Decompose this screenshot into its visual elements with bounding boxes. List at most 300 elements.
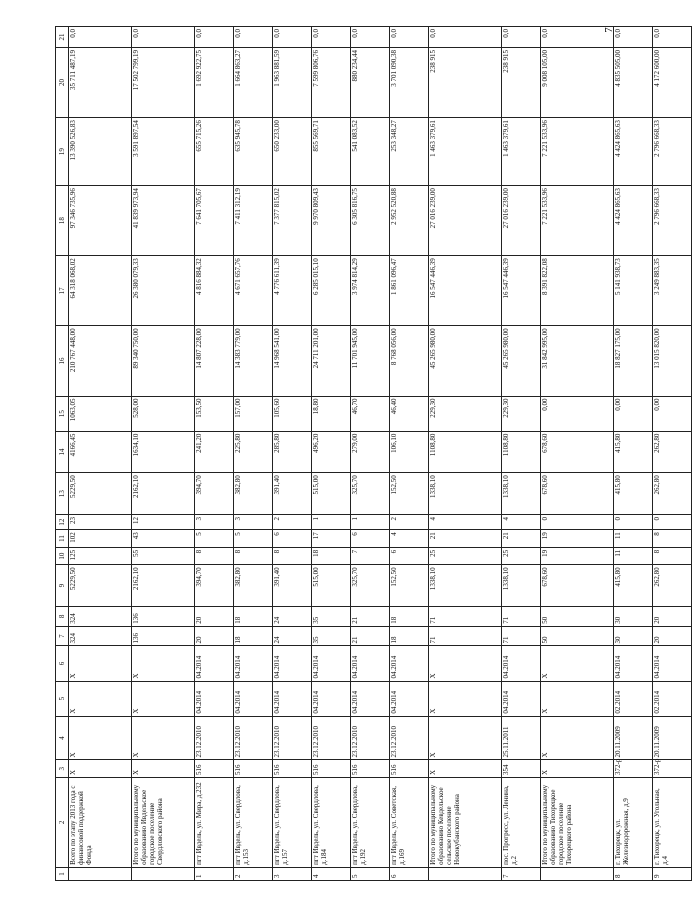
table-cell: 515,00 bbox=[312, 473, 351, 515]
table-cell: 0,0 bbox=[234, 27, 273, 48]
table-cell: X bbox=[429, 760, 502, 778]
table-cell: 35 bbox=[312, 626, 351, 646]
table-cell: X bbox=[69, 646, 132, 681]
table-cell: 678,60 bbox=[541, 473, 614, 515]
table-cell: 152,50 bbox=[390, 473, 429, 515]
column-number: 7 bbox=[56, 626, 69, 646]
table-cell: 18 bbox=[390, 626, 429, 646]
table-cell: 71 bbox=[502, 626, 541, 646]
table-cell: 21 bbox=[351, 607, 390, 627]
table-cell: 855 569,71 bbox=[312, 118, 351, 186]
table-cell: 279,00 bbox=[351, 431, 390, 473]
column-number: 16 bbox=[56, 326, 69, 396]
column-number: 15 bbox=[56, 396, 69, 431]
table-cell: X bbox=[429, 646, 502, 681]
table-cell: 229,30 bbox=[502, 396, 541, 431]
table-cell: 6 305 816,75 bbox=[351, 186, 390, 256]
table-cell: X bbox=[541, 681, 614, 716]
table-cell: X bbox=[69, 760, 132, 778]
table-cell: 20.11.2009 bbox=[653, 716, 692, 760]
table-cell: 229,30 bbox=[429, 396, 502, 431]
table-cell: 4 424 865,63 bbox=[614, 118, 653, 186]
object-row bbox=[502, 27, 541, 881]
subtotal-row bbox=[429, 27, 502, 881]
table-cell: 8 bbox=[653, 530, 692, 548]
table-cell: 3 701 090,38 bbox=[390, 47, 429, 117]
table-cell: 1108,80 bbox=[429, 431, 502, 473]
column-number: 21 bbox=[56, 27, 69, 48]
table-cell: 9 008 105,00 bbox=[541, 47, 614, 117]
table-cell: 13 390 526,83 bbox=[69, 118, 132, 186]
table-cell: 11 bbox=[614, 547, 653, 565]
table-cell bbox=[429, 867, 502, 880]
table-cell: 516 bbox=[234, 760, 273, 778]
table-cell: 516 bbox=[351, 760, 390, 778]
table-cell: 1 861 096,47 bbox=[390, 256, 429, 326]
table-cell: 46,70 bbox=[351, 396, 390, 431]
table-cell: 516 bbox=[390, 760, 429, 778]
table-cell: 528,00 bbox=[132, 396, 195, 431]
table-cell: 04.2014 bbox=[653, 646, 692, 681]
table-cell: X bbox=[429, 681, 502, 716]
table-cell: 324 bbox=[69, 626, 132, 646]
table-cell: 21 bbox=[351, 626, 390, 646]
table-cell: 04.2014 bbox=[502, 681, 541, 716]
table-cell: 4 bbox=[390, 530, 429, 548]
table-cell: 4 816 884,32 bbox=[195, 256, 234, 326]
table-cell: 516 bbox=[195, 760, 234, 778]
table-cell: 25.11.2011 bbox=[502, 716, 541, 760]
table-cell: 153,50 bbox=[195, 396, 234, 431]
table-cell: 8 bbox=[195, 547, 234, 565]
table-cell: 7 641 705,67 bbox=[195, 186, 234, 256]
address-cell: пос. Прогресс, ул. Ленина, д.2 bbox=[502, 777, 541, 867]
table-cell: 5 bbox=[195, 530, 234, 548]
object-row bbox=[273, 27, 312, 881]
table-cell: 9 bbox=[653, 867, 692, 880]
table-cell: 1 463 379,61 bbox=[502, 118, 541, 186]
column-number: 10 bbox=[56, 547, 69, 565]
table-cell: 262,80 bbox=[653, 473, 692, 515]
table-cell: 21 bbox=[429, 530, 502, 548]
table-cell: 18 bbox=[234, 626, 273, 646]
table-cell: 20 bbox=[653, 607, 692, 627]
table-cell: 1 bbox=[195, 867, 234, 880]
table-cell: 5 bbox=[351, 867, 390, 880]
table-cell: 0 bbox=[653, 514, 692, 529]
subtotal-row bbox=[541, 27, 614, 881]
table-cell: 1063,05 bbox=[69, 396, 132, 431]
table-cell: 880 234,44 bbox=[351, 47, 390, 117]
table-cell: 1338,10 bbox=[429, 565, 502, 607]
table-cell: 1 bbox=[312, 514, 351, 529]
page-number: 7 bbox=[602, 27, 615, 33]
object-row bbox=[351, 27, 390, 881]
address-cell: г. Тихорецк, ул. Угольная, д.4 bbox=[653, 777, 692, 867]
table-cell: 18 bbox=[390, 607, 429, 627]
object-row bbox=[312, 27, 351, 881]
table-cell: 14 383 779,00 bbox=[234, 326, 273, 396]
table-cell: 3 249 883,35 bbox=[653, 256, 692, 326]
column-number: 5 bbox=[56, 681, 69, 716]
table-cell: 2 bbox=[273, 514, 312, 529]
table-cell: 45 265 980,00 bbox=[502, 326, 541, 396]
table-cell: 394,70 bbox=[195, 565, 234, 607]
table-cell: 04.2014 bbox=[273, 646, 312, 681]
table-cell: 20 bbox=[195, 626, 234, 646]
table-cell: 8 bbox=[273, 547, 312, 565]
table-cell bbox=[132, 867, 195, 880]
table-cell: 136 bbox=[132, 626, 195, 646]
table-cell: 23.12.2010 bbox=[351, 716, 390, 760]
table-cell: X bbox=[132, 681, 195, 716]
table-cell: 415,80 bbox=[614, 565, 653, 607]
table-cell: 1108,80 bbox=[502, 431, 541, 473]
table-cell: 04.2014 bbox=[614, 646, 653, 681]
table-cell: 7 221 533,96 bbox=[541, 186, 614, 256]
table-cell: 372-р bbox=[614, 760, 653, 778]
table-cell: 4 671 657,76 bbox=[234, 256, 273, 326]
column-number: 14 bbox=[56, 431, 69, 473]
table-cell: 04.2014 bbox=[195, 646, 234, 681]
table-cell: 04.2014 bbox=[273, 681, 312, 716]
table-cell: 2 796 668,33 bbox=[653, 186, 692, 256]
table-cell: 11 701 945,00 bbox=[351, 326, 390, 396]
table-cell: 262,80 bbox=[653, 565, 692, 607]
table-cell: 515,00 bbox=[312, 565, 351, 607]
table-cell: 18 bbox=[312, 547, 351, 565]
table-cell: 1 463 379,61 bbox=[429, 118, 502, 186]
table-cell: 04.2014 bbox=[502, 646, 541, 681]
table-cell: 241,20 bbox=[195, 431, 234, 473]
table-cell: 50 bbox=[541, 626, 614, 646]
table-cell: 1338,10 bbox=[429, 473, 502, 515]
table-cell: 6 bbox=[273, 530, 312, 548]
table-cell: 71 bbox=[502, 607, 541, 627]
table-cell: 02.2014 bbox=[614, 681, 653, 716]
column-number: 4 bbox=[56, 716, 69, 760]
table-cell: 4 172 600,00 bbox=[653, 47, 692, 117]
rotated-table-wrapper bbox=[55, 26, 669, 881]
table-cell: 8 391 822,08 bbox=[541, 256, 614, 326]
table-cell: 41 839 973,94 bbox=[132, 186, 195, 256]
table-cell: 20.11.2009 bbox=[614, 716, 653, 760]
table-cell: 27 016 239,00 bbox=[429, 186, 502, 256]
table-cell: 23.12.2010 bbox=[195, 716, 234, 760]
object-row bbox=[390, 27, 429, 881]
table-cell: 16 547 446,39 bbox=[429, 256, 502, 326]
table-cell: 0,0 bbox=[502, 27, 541, 48]
object-row bbox=[234, 27, 273, 881]
table-cell: 7 599 806,76 bbox=[312, 47, 351, 117]
table-cell: 157,00 bbox=[234, 396, 273, 431]
table-cell: 0,0 bbox=[273, 27, 312, 48]
table-cell: 19 bbox=[541, 547, 614, 565]
column-number: 9 bbox=[56, 565, 69, 607]
table-cell: 4166,45 bbox=[69, 431, 132, 473]
address-cell: пгт Ивдель, ул. Мира, д.232 bbox=[195, 777, 234, 867]
table-cell: 23.12.2010 bbox=[390, 716, 429, 760]
table-cell: 3 974 814,29 bbox=[351, 256, 390, 326]
table-cell: 23.12.2010 bbox=[312, 716, 351, 760]
table-cell: 3 bbox=[273, 867, 312, 880]
column-number: 1 bbox=[56, 867, 69, 880]
table-cell: 19 bbox=[541, 530, 614, 548]
table-cell: 0,0 bbox=[541, 27, 614, 48]
table-cell: 4 424 865,63 bbox=[614, 186, 653, 256]
address-cell: пгт Ивдель, ул. Свердлова, д.153 bbox=[234, 777, 273, 867]
table-cell: 4 776 611,39 bbox=[273, 256, 312, 326]
table-cell: 4 bbox=[502, 514, 541, 529]
table-cell: 5229,50 bbox=[69, 565, 132, 607]
table-cell: X bbox=[69, 716, 132, 760]
table-cell: 11 bbox=[614, 530, 653, 548]
table-cell: 43 bbox=[132, 530, 195, 548]
table-cell: 14 807 228,00 bbox=[195, 326, 234, 396]
table-cell: X bbox=[132, 646, 195, 681]
table-cell: X bbox=[429, 716, 502, 760]
document-sheet bbox=[55, 26, 669, 881]
address-cell: пгт Ивдель, ул. Советская, д.169 bbox=[390, 777, 429, 867]
table-cell: 25 bbox=[502, 547, 541, 565]
table-cell: 6 285 015,10 bbox=[312, 256, 351, 326]
table-cell: 125 bbox=[69, 547, 132, 565]
table-cell: 102 bbox=[69, 530, 132, 548]
column-number: 13 bbox=[56, 473, 69, 515]
table-cell: 14 968 541,00 bbox=[273, 326, 312, 396]
table-cell: 1634,10 bbox=[132, 431, 195, 473]
table-cell: 6 bbox=[390, 867, 429, 880]
table-cell: 18 bbox=[234, 607, 273, 627]
table-cell: 0,0 bbox=[132, 27, 195, 48]
table-cell: 650 233,00 bbox=[273, 118, 312, 186]
table-cell: 2 bbox=[234, 867, 273, 880]
table-cell: 0,0 bbox=[653, 27, 692, 48]
table-cell: 2 952 520,88 bbox=[390, 186, 429, 256]
table-cell: 0,0 bbox=[351, 27, 390, 48]
table-cell: 64 318 068,02 bbox=[69, 256, 132, 326]
table-cell: 136 bbox=[132, 607, 195, 627]
table-cell: 35 711 487,19 bbox=[69, 47, 132, 117]
table-cell: 2162,10 bbox=[132, 473, 195, 515]
table-cell: 18 827 175,00 bbox=[614, 326, 653, 396]
table-cell: 0,0 bbox=[390, 27, 429, 48]
table-cell: 18,80 bbox=[312, 396, 351, 431]
table-cell: X bbox=[541, 760, 614, 778]
table-cell: 12 bbox=[132, 514, 195, 529]
table-cell: 20 bbox=[195, 607, 234, 627]
table-cell: 210 767 448,00 bbox=[69, 326, 132, 396]
table-cell: 97 346 735,96 bbox=[69, 186, 132, 256]
table-cell: 04.2014 bbox=[351, 681, 390, 716]
table-cell: 21 bbox=[502, 530, 541, 548]
table-cell: X bbox=[132, 716, 195, 760]
table-cell: 04.2014 bbox=[195, 681, 234, 716]
table-cell: 24 bbox=[273, 607, 312, 627]
table-cell: 354 bbox=[502, 760, 541, 778]
table-cell: 4 bbox=[312, 867, 351, 880]
address-cell: Всего по этапу 2013 года с финансовой поддержкой Фонда bbox=[69, 777, 132, 867]
table-cell: 2 796 668,33 bbox=[653, 118, 692, 186]
column-number: 18 bbox=[56, 186, 69, 256]
table-cell: 635 945,78 bbox=[234, 118, 273, 186]
table-cell: 6 bbox=[390, 547, 429, 565]
table-cell: 3 bbox=[195, 514, 234, 529]
table-cell: 324 bbox=[69, 607, 132, 627]
table-cell: 0,0 bbox=[614, 27, 653, 48]
table-cell bbox=[69, 867, 132, 880]
table-cell: X bbox=[541, 716, 614, 760]
table-cell: 516 bbox=[273, 760, 312, 778]
table-cell: 04.2014 bbox=[234, 646, 273, 681]
table-cell: 7 377 815,02 bbox=[273, 186, 312, 256]
object-row bbox=[614, 27, 653, 881]
table-cell: 7 221 533,96 bbox=[541, 118, 614, 186]
table-cell: 04.2014 bbox=[390, 646, 429, 681]
subtotal-row bbox=[132, 27, 195, 881]
table-cell: X bbox=[69, 681, 132, 716]
table-cell: 17 bbox=[312, 530, 351, 548]
table-cell: 238 915 bbox=[429, 47, 502, 117]
table-cell: 262,80 bbox=[653, 431, 692, 473]
table-cell: 04.2014 bbox=[312, 646, 351, 681]
table-cell: 0,0 bbox=[69, 27, 132, 48]
table-cell: 13 015 820,00 bbox=[653, 326, 692, 396]
table-cell: 71 bbox=[429, 626, 502, 646]
column-number: 2 bbox=[56, 777, 69, 867]
table-cell: 382,80 bbox=[234, 565, 273, 607]
object-row bbox=[653, 27, 692, 881]
table-cell: 04.2014 bbox=[390, 681, 429, 716]
table-cell: 04.2014 bbox=[234, 681, 273, 716]
table-cell: 02.2014 bbox=[653, 681, 692, 716]
table-cell: 8 bbox=[234, 547, 273, 565]
table-cell: 3 591 897,54 bbox=[132, 118, 195, 186]
table-cell: 2 bbox=[390, 514, 429, 529]
table-cell: 0 bbox=[614, 514, 653, 529]
table-cell: 394,70 bbox=[195, 473, 234, 515]
table-cell: 2162,10 bbox=[132, 565, 195, 607]
table-cell: 5229,50 bbox=[69, 473, 132, 515]
table-cell: 516 bbox=[312, 760, 351, 778]
table-cell: 0,0 bbox=[195, 27, 234, 48]
table-cell: 8 768 056,00 bbox=[390, 326, 429, 396]
table-cell: 9 970 809,43 bbox=[312, 186, 351, 256]
table-cell: X bbox=[541, 646, 614, 681]
column-number: 20 bbox=[56, 47, 69, 117]
object-row bbox=[195, 27, 234, 881]
table-cell: 0,00 bbox=[653, 396, 692, 431]
table-cell: 35 bbox=[312, 607, 351, 627]
address-cell: пгт Ивдель, ул. Свердлова, д.157 bbox=[273, 777, 312, 867]
table-cell: 26 380 079,33 bbox=[132, 256, 195, 326]
table-cell: 1 bbox=[351, 514, 390, 529]
table-cell: 23 bbox=[69, 514, 132, 529]
table-cell: 55 bbox=[132, 547, 195, 565]
table-cell: 415,80 bbox=[614, 431, 653, 473]
column-number-row bbox=[56, 27, 69, 881]
table-cell: 0,0 bbox=[429, 27, 502, 48]
address-cell: г. Тихорецк, ул. Железнодорожная, д.9 bbox=[614, 777, 653, 867]
housing-program-table bbox=[55, 26, 692, 881]
table-cell: 30 bbox=[614, 626, 653, 646]
table-cell: 0,0 bbox=[312, 27, 351, 48]
table-cell: 391,40 bbox=[273, 473, 312, 515]
table-cell: 655 715,26 bbox=[195, 118, 234, 186]
table-cell: 372-р bbox=[653, 760, 692, 778]
table-cell: 4 bbox=[429, 514, 502, 529]
column-number: 17 bbox=[56, 256, 69, 326]
table-cell: 04.2014 bbox=[351, 646, 390, 681]
table-cell: 225,80 bbox=[234, 431, 273, 473]
table-cell: 285,80 bbox=[273, 431, 312, 473]
column-number: 19 bbox=[56, 118, 69, 186]
address-cell: Итого по муниципальному образованию Ивдельское городское поселение Свердловского района bbox=[132, 777, 195, 867]
table-cell: 415,80 bbox=[614, 473, 653, 515]
table-cell: 30 bbox=[614, 607, 653, 627]
table-cell: 50 bbox=[541, 607, 614, 627]
address-cell: Итого по муниципальному образованию Кевдельское сельское поселение Новокубанского района bbox=[429, 777, 502, 867]
table-cell: 8 bbox=[653, 547, 692, 565]
table-cell: 496,20 bbox=[312, 431, 351, 473]
table-cell: 152,50 bbox=[390, 565, 429, 607]
table-cell: 1338,10 bbox=[502, 565, 541, 607]
address-cell: Итого по муниципальному образованию Тихорецкое городское поселение Тихорецкого района bbox=[541, 777, 614, 867]
table-cell: 1 692 922,75 bbox=[195, 47, 234, 117]
table-cell: 17 502 799,19 bbox=[132, 47, 195, 117]
table-cell: 238 915 bbox=[502, 47, 541, 117]
table-cell: 253 348,27 bbox=[390, 118, 429, 186]
table-cell: 1 963 881,59 bbox=[273, 47, 312, 117]
table-cell: 1338,10 bbox=[502, 473, 541, 515]
table-cell: 382,80 bbox=[234, 473, 273, 515]
table-cell: 5 bbox=[234, 530, 273, 548]
table-cell: 5 141 938,73 bbox=[614, 256, 653, 326]
table-cell: 325,70 bbox=[351, 565, 390, 607]
table-cell: 0 bbox=[541, 514, 614, 529]
table-cell: 27 016 239,00 bbox=[502, 186, 541, 256]
table-cell: 23.12.2010 bbox=[273, 716, 312, 760]
table-cell: 31 842 995,00 bbox=[541, 326, 614, 396]
table-cell: 0,00 bbox=[541, 396, 614, 431]
table-cell: X bbox=[132, 760, 195, 778]
table-cell: 20 bbox=[653, 626, 692, 646]
address-cell: пгт Ивдель, ул. Свердлова, д.192 bbox=[351, 777, 390, 867]
table-cell: 105,60 bbox=[273, 396, 312, 431]
table-cell: 391,40 bbox=[273, 565, 312, 607]
column-number: 8 bbox=[56, 607, 69, 627]
column-number: 3 bbox=[56, 760, 69, 778]
table-cell: 3 bbox=[234, 514, 273, 529]
table-cell: 7 bbox=[502, 867, 541, 880]
table-cell: 46,40 bbox=[390, 396, 429, 431]
table-cell: 7 411 312,19 bbox=[234, 186, 273, 256]
table-cell: 24 711 201,00 bbox=[312, 326, 351, 396]
table-cell: 23.12.2010 bbox=[234, 716, 273, 760]
table-cell: 8 bbox=[614, 867, 653, 880]
column-number: 6 bbox=[56, 646, 69, 681]
table-cell: 0,00 bbox=[614, 396, 653, 431]
table-cell: 89 340 750,00 bbox=[132, 326, 195, 396]
table-cell: 325,70 bbox=[351, 473, 390, 515]
table-cell: 4 835 505,00 bbox=[614, 47, 653, 117]
table-cell: 678,60 bbox=[541, 565, 614, 607]
table-cell: 1 664 863,27 bbox=[234, 47, 273, 117]
table-cell bbox=[541, 867, 614, 880]
table-cell: 25 bbox=[429, 547, 502, 565]
table-cell: 16 547 446,39 bbox=[502, 256, 541, 326]
table-cell: 7 bbox=[351, 547, 390, 565]
